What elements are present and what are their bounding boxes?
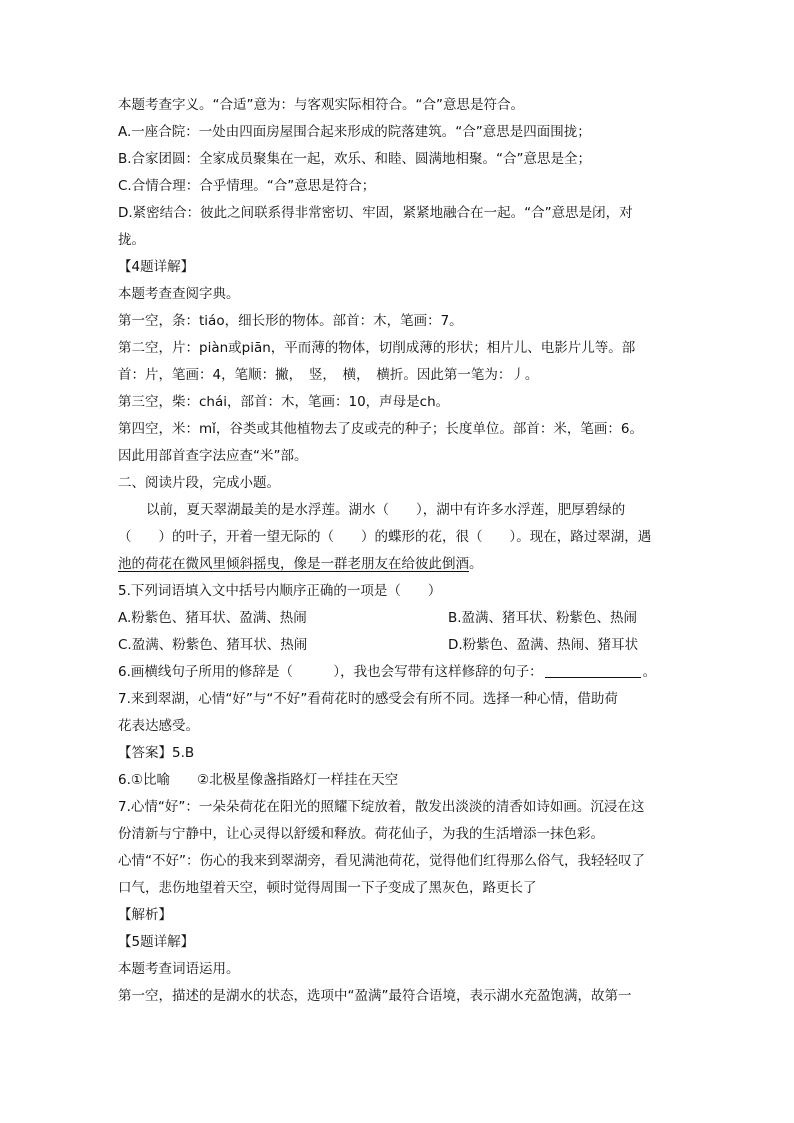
question-6-text: 6.画横线句子所用的修辞是（ ），我也会写带有这样修辞的句子： [118, 664, 543, 680]
text-line: 本题考查查阅字典。 [118, 286, 240, 302]
option-b: B.盈满、猪耳状、粉紫色、热闹 [448, 610, 638, 626]
passage-end: 。 [469, 556, 483, 572]
text-line: 本题考查字义。“合适”意为：与客观实际相符合。“合”意思是符合。 [118, 97, 524, 113]
option-line-d: D.紧密结合：彼此之间联系得非常密切、牢固，紧紧地融合在一起。“合”意思是闭，对 [118, 205, 633, 221]
text-line: 拢。 [118, 232, 145, 248]
text-line: 本题考查词语运用。 [118, 961, 240, 977]
text-line: 口气，悲伤地望着天空，顿时觉得周围一下子变成了黑灰色，路更长了 [118, 880, 537, 896]
option-d: D.粉紫色、盈满、热闹、猪耳状 [448, 637, 639, 653]
text-line: 心情“不好”：伤心的我来到翠湖旁，看见满池荷花，觉得他们红得那么俗气，我轻轻叹了 [118, 853, 645, 869]
question-6 [118, 659, 674, 686]
text-line: 因此用部首查字法应查“米”部。 [118, 448, 308, 464]
answer-heading: 【答案】5.B [118, 745, 195, 761]
text-line: 6.①比喻 ②北极星像盏指路灯一样挂在天空 [118, 772, 399, 788]
text-line: 7.心情“好”：一朵朵荷花在阳光的照耀下绽放着，散发出淡淡的清香如诗如画。沉浸在这 [118, 799, 645, 815]
section-heading: 【4题详解】 [118, 259, 195, 275]
document-page [118, 92, 674, 1010]
question-7: 7.来到翠湖，心情“好”与“不好”看荷花时的感受会有所不同。选择一种心情，借助荷 [118, 691, 618, 707]
text-line: 第三空，柴：chái，部首：木，笔画：10，声母是ch。 [118, 394, 450, 410]
section-title: 二、阅读片段，完成小题。 [118, 475, 280, 491]
section-heading: 【5题详解】 [118, 934, 195, 950]
answer-blank [545, 662, 641, 678]
question-5: 5.下列词语填入文中括号内顺序正确的一项是（ ） [118, 583, 442, 599]
text-line: 第一空，描述的是湖水的状态，选项中“盈满”最符合语境，表示湖水充盈饱满，故第一 [118, 988, 632, 1004]
option-c: C.盈满、粉紫色、猪耳状、热闹 [118, 637, 308, 653]
options-row [118, 605, 674, 632]
text-line: 花表达感受。 [118, 718, 199, 734]
option-line-b: B.合家团圆：全家成员聚集在一起，欢乐、和睦、圆满地相聚。“合”意思是全； [118, 151, 592, 167]
passage-line: （ ）的叶子，开着一望无际的（ ）的蝶形的花，很（ ）。现在，路过翠湖，遇 [118, 529, 652, 545]
text-line: 第一空，条：tiáo，细长形的物体。部首：木，笔画：7。 [118, 313, 463, 329]
options-row [118, 632, 674, 659]
text-line: 第四空，米：mǐ，谷类或其他植物去了皮或壳的种子；长度单位。部首：米，笔画：6。 [118, 421, 643, 437]
passage-line: 以前，夏天翠湖最美的是水浮莲。湖水（ ），湖中有许多水浮莲，肥厚碧绿的 [146, 502, 626, 518]
option-a: A.粉紫色、猪耳状、盈满、热闹 [118, 610, 307, 626]
option-line-a: A.一座合院：一处由四面房屋围合起来形成的院落建筑。“合”意思是四面围拢； [118, 124, 591, 140]
underlined-sentence: 池的荷花在微风里倾斜摇曳，像是一群老朋友在给彼此倒酒 [118, 556, 469, 572]
text-line: 份清新与宁静中，让心灵得以舒缓和释放。荷花仙子，为我的生活增添一抹色彩。 [118, 826, 604, 842]
analysis-heading: 【解析】 [118, 907, 172, 923]
text-line: 第二空，片：piàn或piān，平而薄的物体，切削成薄的形状；相片儿、电影片儿等。部 [118, 340, 636, 356]
passage-line [118, 551, 674, 578]
option-line-c: C.合情合理：合乎情理。“合”意思是符合； [118, 178, 376, 194]
text-line: 首：片，笔画：4，笔顺：撇， 竖， 横， 横折。因此第一笔为：丿。 [118, 367, 539, 383]
question-6-end: 。 [642, 664, 657, 680]
